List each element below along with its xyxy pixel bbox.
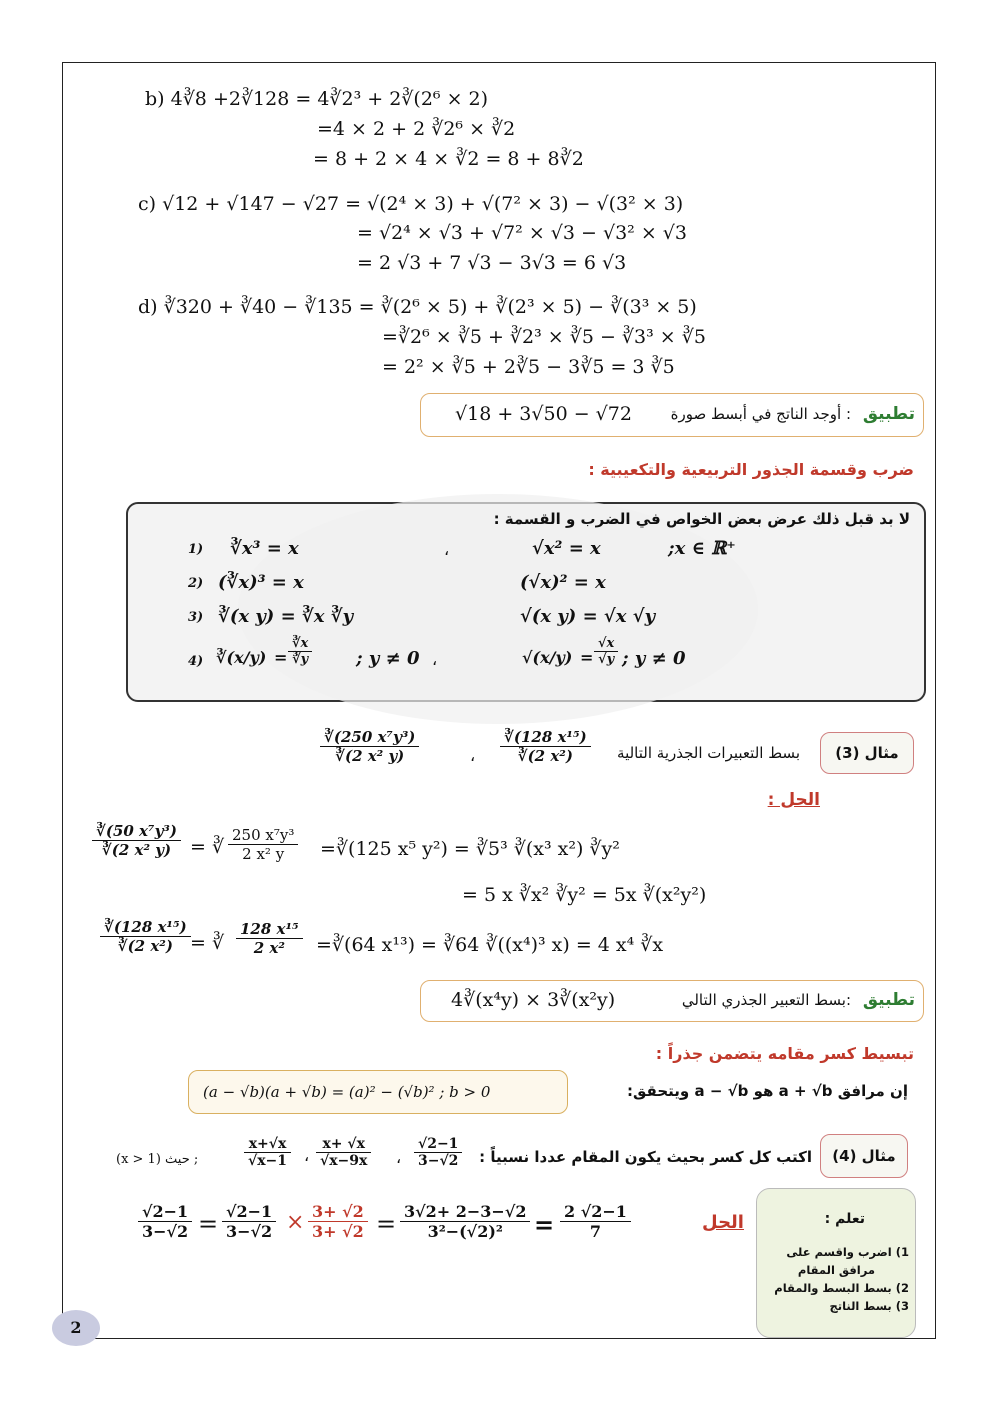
sol3-a-rest: =∛(125 x⁵ y²) = ∛5³ ∛(x³ x²) ∛y² — [320, 838, 620, 860]
sol3-a-den: ∛(2 x² y) — [101, 841, 172, 859]
example-4-sep-2: ، — [304, 1146, 310, 1165]
prop-separator: ، — [444, 540, 450, 559]
learn-step-1: 1) اضرب واقسم على — [786, 1245, 909, 1259]
solution-label: الحل : — [767, 790, 820, 810]
sol3-a-equals: = ∛ — [190, 836, 225, 858]
prop4-cube-lhs: ∛(x/y) — [216, 648, 267, 667]
prop4-cube-equals: = — [274, 648, 288, 667]
example-4-frac-3 — [244, 1136, 291, 1169]
example-3-expr-2-num: ∛(250 x⁷y³) — [320, 728, 419, 747]
prop4-square-frac — [594, 636, 618, 667]
prop4-cube-den: ∛y — [292, 652, 309, 667]
application-2-expr: 4∛(x⁴y) × 3∛(x²y) — [451, 989, 616, 1011]
sol3-b-num: ∛(128 x¹⁵) — [100, 918, 191, 937]
sol3-a-inner — [228, 826, 298, 863]
sol3-b-den: ∛(2 x²) — [117, 937, 173, 955]
learn-step-2: 2) بسط البسط والمقام — [774, 1281, 909, 1295]
example-4-frac-1-num: √2−1 — [414, 1136, 462, 1153]
sol4-frac-d-den: 3²−(√2)² — [427, 1222, 503, 1241]
prop-number-1: 1) — [188, 542, 204, 557]
part-d-line1: d) ∛320 + ∛40 − ∛135 = ∛(2⁶ × 5) + ∛(2³ × 5) − ∛(3³ × 5) — [138, 296, 697, 318]
section-title: ضرب وقسمة الجذور التربيعية والتكعيبية : — [588, 460, 914, 479]
prop2-cube: (∛x)³ = x — [218, 572, 304, 593]
sol3-b-rest: =∛(64 x¹³) = ∛64 ∛((x⁴)³ x) = 4 x⁴ ∛x — [316, 934, 664, 956]
prop-number-4: 4) — [188, 654, 204, 669]
part-c-line1: c) √12 + √147 − √27 = √(2⁴ × 3) + √(7² × 3) − √(3² × 3) — [138, 193, 684, 215]
page-number: 2 — [52, 1310, 100, 1346]
example-4-frac-2 — [316, 1136, 371, 1169]
conjugate-text: إن مرافق a + √b هو a − √b ويتحقق: — [627, 1082, 908, 1100]
part-d-line3: = 2² × ∛5 + 2∛5 − 3∛5 = 3 ∛5 — [382, 356, 675, 378]
prop1-cube: ∛x³ = x — [230, 538, 299, 559]
prop4-square-condition: ; y ≠ 0 — [622, 648, 686, 669]
sol4-frac-e — [560, 1202, 631, 1241]
part-b-line1: b) 4∛8 +2∛128 = 4∛2³ + 2∛(2⁶ × 2) — [145, 88, 489, 110]
sol4-frac-a — [138, 1202, 192, 1241]
prop4-square-num: √x — [594, 636, 618, 652]
example-4-frac-3-den: √x−1 — [248, 1153, 288, 1169]
prop4-square-den: √y — [598, 652, 615, 667]
application-2-text: :بسط التعبير الجذري التالي — [681, 991, 851, 1009]
sol4-frac-d — [400, 1202, 530, 1241]
sol4-times: × — [286, 1210, 305, 1235]
example-3-tag: مثال (3) — [820, 732, 914, 774]
application-label: تطبيق — [862, 404, 915, 424]
part-b-line3: = 8 + 2 × 4 × ∛2 = 8 + 8∛2 — [313, 148, 584, 170]
sol4-frac-c-num: 3+ √2 — [308, 1202, 368, 1222]
sol3-a-lhs — [92, 822, 181, 859]
conjugate-identity: (a − √b)(a + √b) = (a)² − (√b)² ; b > 0 — [203, 1083, 491, 1101]
learn-title: تعلم : — [824, 1211, 865, 1227]
sol3-a-inner-num: 250 x⁷y³ — [228, 826, 298, 845]
sol3-b-lhs — [100, 918, 191, 955]
learn-step-1b: مرافق المقام — [797, 1263, 875, 1277]
prop3-square: √(x y) = √x √y — [520, 606, 656, 627]
sol4-eq-2: = — [376, 1210, 397, 1238]
sol4-frac-a-den: 3−√2 — [142, 1222, 189, 1241]
part-c-line2: = √2⁴ × √3 + √7² × √3 − √3² × √3 — [357, 222, 687, 244]
example-4-sep-1: ، — [396, 1148, 402, 1167]
example-4-frac-1 — [414, 1136, 462, 1169]
sol4-frac-b-den: 3−√2 — [226, 1222, 273, 1241]
prop-number-3: 3) — [188, 610, 204, 625]
example-3-expr-2-den: ∛(2 x² y) — [335, 747, 405, 765]
conjugate-box — [188, 1070, 568, 1114]
prop4-cube-num: ∛x — [288, 636, 312, 652]
prop4-cube-condition: ; y ≠ 0 — [356, 648, 420, 669]
sol3-b-inner-den: 2 x² — [253, 939, 285, 957]
example-4-condition: (x > 1) حيث ; — [116, 1152, 199, 1167]
application-2-label: تطبيق — [862, 990, 915, 1010]
properties-box — [126, 502, 926, 702]
prop-separator-4: ، — [432, 650, 438, 669]
application-box-2 — [420, 980, 924, 1022]
sol4-frac-e-den: 7 — [589, 1222, 602, 1241]
sol4-frac-b-num: √2−1 — [222, 1202, 276, 1222]
example-4-frac-1-den: 3−√2 — [418, 1153, 459, 1169]
sol3-a-line2: = 5 x ∛x² ∛y² = 5x ∛(x²y²) — [462, 884, 707, 906]
sol3-b-inner-num: 128 x¹⁵ — [236, 920, 303, 939]
part-d-line2: =∛2⁶ × ∛5 + ∛2³ × ∛5 − ∛3³ × ∛5 — [382, 326, 706, 348]
sol4-frac-d-num: 3√2+ 2−3−√2 — [400, 1202, 530, 1222]
section-2-title: تبسيط كسر مقامه يتضمن جذراً : — [655, 1044, 914, 1063]
prop4-square-lhs: √(x/y) — [522, 648, 573, 667]
prop1-square: √x² = x — [532, 538, 601, 559]
application-text: : أوجد الناتج في أبسط صورة — [670, 405, 851, 423]
example-3-text: بسط التعبيرات الجذرية التالية — [617, 744, 800, 762]
prop3-cube: ∛(x y) = ∛x ∛y — [218, 606, 354, 627]
example-4-text: اكتب كل كسر بحيث يكون المقام عددا نسبياً : — [479, 1148, 812, 1166]
example-3-expr-2 — [320, 728, 419, 765]
sol3-a-num: ∛(50 x⁷y³) — [92, 822, 181, 841]
sol4-frac-c-den: 3+ √2 — [312, 1222, 364, 1241]
sol4-eq-3: = — [534, 1210, 555, 1239]
sol4-frac-a-num: √2−1 — [138, 1202, 192, 1222]
sol4-frac-b — [222, 1202, 276, 1241]
sol4-eq-1: = — [198, 1210, 219, 1238]
example-4-frac-3-num: x+√x — [244, 1136, 291, 1153]
prop4-cube-frac — [288, 636, 312, 667]
example-4-frac-2-num: x+ √x — [316, 1136, 371, 1153]
sol3-b-inner — [236, 920, 303, 957]
example-3-separator: ، — [470, 746, 476, 765]
prop-number-2: 2) — [188, 576, 204, 591]
properties-intro: لا بد قبل ذلك عرض بعض الخواص في الضرب و القسمة : — [493, 510, 910, 528]
example-4-tag: مثال (4) — [820, 1134, 908, 1178]
sol4-frac-c — [308, 1202, 368, 1241]
prop2-square: (√x)² = x — [520, 572, 606, 593]
prop4-square-equals: = — [580, 648, 594, 667]
application-expr: √18 + 3√50 − √72 — [455, 403, 632, 425]
example-4-frac-2-den: √x−9x — [320, 1153, 368, 1169]
prop1-condition: ;x ∈ ℝ⁺ — [668, 538, 736, 559]
example-3-expr-1 — [500, 728, 591, 765]
sol4-label: الحل — [702, 1212, 744, 1233]
application-box-1 — [420, 393, 924, 437]
sol4-frac-e-num: 2 √2−1 — [560, 1202, 631, 1222]
learn-step-3: 3) بسط الناتج — [829, 1299, 909, 1313]
part-b-line2: =4 × 2 + 2 ∛2⁶ × ∛2 — [317, 118, 516, 140]
example-3-expr-1-den: ∛(2 x²) — [517, 747, 573, 765]
learn-card — [756, 1188, 916, 1338]
sol3-a-inner-den: 2 x² y — [242, 845, 285, 863]
part-c-line3: = 2 √3 + 7 √3 − 3√3 = 6 √3 — [357, 252, 627, 274]
example-3-expr-1-num: ∛(128 x¹⁵) — [500, 728, 591, 747]
sol3-b-equals: = ∛ — [190, 932, 225, 954]
